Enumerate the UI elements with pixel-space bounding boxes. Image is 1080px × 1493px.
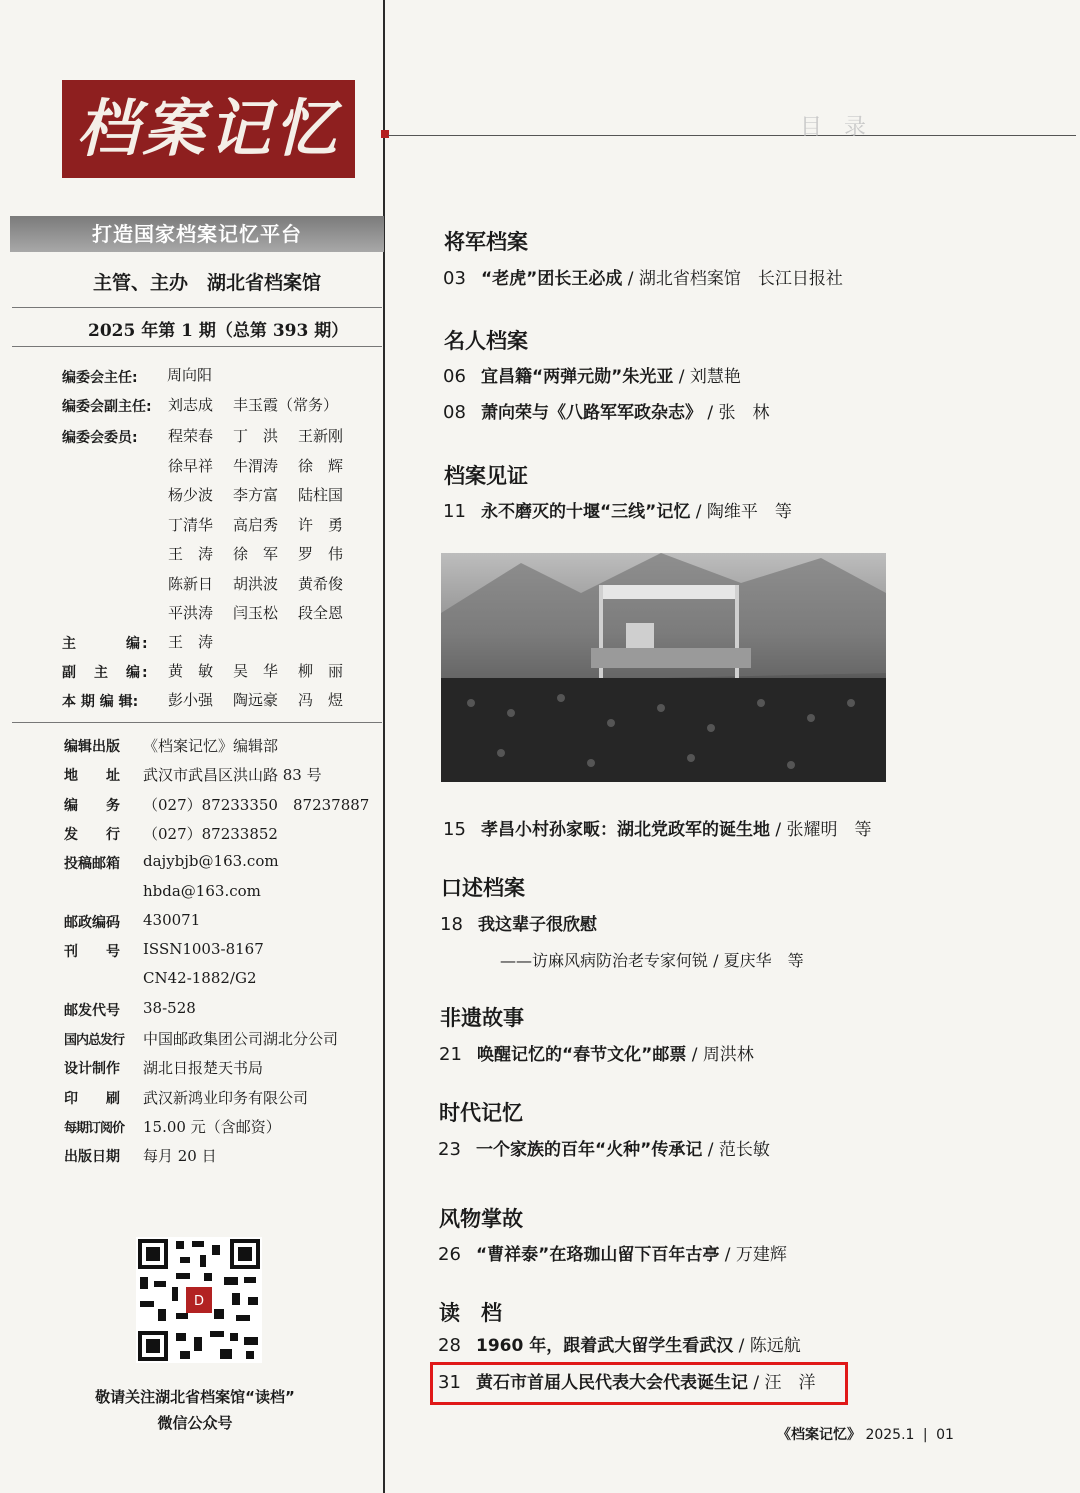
toc-entry-author: 汪 洋 (764, 1373, 816, 1393)
pub-info-value[interactable]: dajybjb@163.com (143, 852, 279, 871)
pub-info-label: 刊 号 (64, 944, 120, 961)
member-name: 李方富 (233, 486, 279, 504)
issue-editor-name: 冯 煜 (298, 691, 344, 709)
toc-entry-title: 永不磨灭的十堰“三线”记忆 (481, 502, 691, 522)
pub-info-value: （027）87233350 87237887 (143, 795, 370, 814)
toc-entry-author: 刘慧艳 (689, 367, 741, 387)
pub-info-value: 武汉新鸿业印务有限公司 (143, 1088, 309, 1107)
toc-entry-title: 萧向荣与《八路军军政杂志》 (481, 403, 702, 423)
member-name: 丁清华 (168, 515, 214, 534)
toc-separator: / (673, 367, 690, 387)
member-name: 陈新日 (168, 574, 214, 593)
toc-page-number: 06 (443, 366, 466, 387)
toc-entry-author: 范长敏 (718, 1140, 770, 1160)
pub-info-value: 15.00 元（含邮资） (143, 1117, 281, 1136)
toc-entry-author: 万建辉 (735, 1245, 787, 1265)
red-marker (381, 130, 389, 138)
toc-entry[interactable] (438, 1135, 770, 1160)
toc-page-number: 18 (440, 914, 463, 935)
pub-info-value: 38-528 (143, 998, 196, 1017)
director-label: 编委会主任: (62, 370, 138, 386)
chief-editor-name: 王 涛 (168, 633, 214, 651)
pub-info-label: 每期订阅价 (64, 1120, 125, 1136)
toc-separator: / (702, 1140, 719, 1160)
deputy-editor-name: 黄 敏 (168, 662, 214, 680)
historical-photo (441, 553, 886, 782)
toc-entry-title: “老虎”团长王必成 (481, 269, 623, 289)
footer-journal: 《档案记忆》 (777, 1427, 861, 1443)
toc-entry[interactable] (443, 398, 770, 423)
toc-separator: / (770, 820, 787, 840)
member-name: 许 勇 (298, 515, 344, 534)
member-name: 杨少波 (168, 486, 214, 504)
toc-separator: / (719, 1245, 736, 1265)
deputy-editor-label: 副 主 编: (62, 665, 150, 681)
footer-date: 2025.1 (865, 1427, 915, 1443)
masthead-logo: 档案记忆 (62, 80, 355, 178)
toc-entry[interactable] (438, 1240, 787, 1265)
header-rule (388, 135, 1076, 136)
toc-entry[interactable] (443, 497, 792, 522)
divider (12, 307, 382, 308)
member-name: 段全恩 (298, 604, 344, 622)
members-label: 编委会委员: (62, 430, 138, 446)
vice-director-name: 刘志成 (168, 396, 214, 414)
deputy-editor-name: 柳 丽 (298, 662, 344, 680)
toc-page-number: 31 (438, 1372, 461, 1393)
toc-entry-title: 宜昌籍“两弹元勋”朱光亚 (481, 367, 674, 387)
divider (12, 346, 382, 347)
pub-info-value: 湖北日报楚天书局 (143, 1059, 264, 1078)
footer-page-number: 01 (936, 1427, 954, 1443)
qr-caption: 敬请关注湖北省档案馆“读档” (95, 1388, 295, 1406)
member-name: 王新刚 (298, 427, 344, 445)
member-name: 程荣春 (168, 427, 214, 445)
member-name: 高启秀 (233, 515, 279, 534)
member-name: 闫玉松 (233, 604, 279, 622)
toc-section-heading: 非遗故事 (440, 1006, 524, 1030)
toc-entry-author: 湖北省档案馆 长江日报社 (638, 269, 843, 289)
deputy-editor-name: 吴 华 (233, 662, 279, 680)
toc-section-heading: 档案见证 (444, 464, 528, 488)
pub-info-value: 中国邮政集团公司湖北分公司 (143, 1030, 339, 1048)
issue-editor-name: 彭小强 (168, 691, 214, 709)
pub-info-value: CN42-1882/G2 (143, 969, 257, 988)
pub-info-label: 编 务 (64, 797, 120, 814)
pub-info-label: 出版日期 (64, 1149, 120, 1166)
toc-section-heading: 读 档 (439, 1301, 502, 1325)
chief-editor-label: 主 编: (62, 636, 150, 652)
sponsor-line: 主管、主办 湖北省档案馆 (93, 272, 322, 294)
toc-entry-title: 一个家族的百年“火种”传承记 (476, 1140, 703, 1160)
toc-entry[interactable] (443, 264, 843, 289)
wechat-qr-code[interactable] (136, 1237, 262, 1363)
toc-entry[interactable] (439, 1040, 754, 1065)
pub-info-value: ISSN1003-8167 (143, 940, 264, 959)
member-name: 牛渭涛 (233, 456, 279, 475)
vice-director-name: 丰玉霞（常务） (233, 396, 339, 414)
member-name: 罗 伟 (298, 545, 344, 563)
director-name: 周向阳 (167, 366, 213, 384)
pub-info-value: 《档案记忆》编辑部 (143, 737, 279, 755)
pub-info-value: （027）87233852 (143, 824, 278, 843)
pub-info-value[interactable]: hbda@163.com (143, 881, 261, 900)
toc-entry-author: 张耀明 等 (786, 820, 872, 840)
toc-section-heading: 风物掌故 (439, 1207, 523, 1231)
member-name: 陆柱国 (298, 486, 344, 504)
highlight-box (430, 1362, 848, 1405)
toc-entry-title: 我这辈子很欣慰 (478, 915, 597, 935)
pub-info-value: 武汉市武昌区洪山路 83 号 (143, 766, 322, 785)
issue-editor-label: 本 期 编 辑: (62, 694, 139, 710)
toc-entry-author: 陈远航 (749, 1336, 801, 1356)
qr-caption: 微信公众号 (157, 1414, 233, 1432)
qr-code-icon (136, 1237, 262, 1363)
toc-entry-author: 陶维平 等 (706, 502, 792, 522)
toc-entry[interactable] (438, 1331, 801, 1356)
pub-info-label: 发 行 (64, 826, 120, 843)
member-name: 徐 辉 (298, 456, 344, 475)
pub-info-label: 地 址 (64, 768, 120, 785)
member-name: 黄希俊 (298, 574, 344, 593)
divider (12, 722, 382, 723)
toc-separator: / (622, 269, 639, 289)
toc-page-number: 23 (438, 1139, 461, 1160)
toc-entry[interactable] (443, 362, 741, 387)
pub-info-label: 印 刷 (64, 1090, 120, 1107)
toc-separator: / (733, 1336, 750, 1356)
pub-info-value: 每月 20 日 (143, 1147, 217, 1166)
toc-page-number: 08 (443, 402, 466, 423)
vice-director-label: 编委会副主任: (62, 399, 152, 415)
toc-entry-author: 周洪林 (702, 1045, 754, 1065)
toc-section-heading: 时代记忆 (439, 1101, 523, 1125)
toc-section-heading: 将军档案 (444, 230, 528, 254)
toc-separator: / (748, 1373, 765, 1393)
toc-separator: / (686, 1045, 703, 1065)
pub-info-value: 430071 (143, 910, 201, 929)
toc-page-number: 11 (443, 501, 466, 522)
toc-page-number: 15 (443, 819, 466, 840)
slogan-banner: 打造国家档案记忆平台 (10, 216, 384, 252)
toc-entry-title: 唤醒记忆的“春节文化”邮票 (477, 1045, 687, 1065)
toc-entry-author: 张 林 (718, 403, 770, 423)
toc-page-number: 28 (438, 1335, 461, 1356)
member-name: 徐早祥 (168, 456, 214, 475)
svg-text:D: D (193, 1294, 205, 1309)
pub-info-label: 编辑出版 (64, 739, 120, 755)
toc-separator: / (702, 403, 719, 423)
show-through-text: 目 录 (800, 115, 867, 140)
toc-subtitle: ——访麻风病防治老专家何锐 / 夏庆华 等 (500, 951, 804, 970)
toc-separator: / (690, 502, 707, 522)
toc-entry-title: 1960 年，跟着武大留学生看武汉 (476, 1336, 734, 1356)
toc-entry-title: 黄石市首届人民代表大会代表诞生记 (476, 1373, 748, 1393)
footer-divider: | (922, 1427, 928, 1443)
pub-info-label: 投稿邮箱 (64, 856, 120, 873)
toc-entry[interactable] (443, 815, 872, 840)
toc-entry-title: 孝昌小村孙家畈：湖北党政军的诞生地 (481, 820, 770, 840)
member-name: 胡洪波 (233, 574, 279, 593)
member-name: 徐 军 (233, 545, 279, 563)
pub-info-label: 邮发代号 (64, 1002, 120, 1019)
toc-entry[interactable] (440, 910, 597, 935)
toc-entry-title: “曹祥泰”在珞珈山留下百年古亭 (476, 1245, 720, 1265)
pub-info-label: 国内总发行 (64, 1033, 125, 1048)
pub-info-label: 邮政编码 (64, 914, 120, 931)
toc-page-number: 21 (439, 1044, 462, 1065)
issue-editor-name: 陶远豪 (233, 691, 279, 709)
member-name: 王 涛 (168, 545, 214, 563)
toc-section-heading: 口述档案 (441, 876, 525, 900)
toc-section-heading: 名人档案 (444, 329, 528, 353)
toc-page-number: 26 (438, 1244, 461, 1265)
member-name: 丁 洪 (233, 427, 279, 445)
issue-number: 2025 年第 1 期（总第 393 期） (88, 321, 349, 341)
pub-info-label: 设计制作 (64, 1061, 120, 1078)
toc-page-number: 03 (443, 268, 466, 289)
page-footer (777, 1424, 954, 1444)
member-name: 平洪涛 (168, 604, 214, 622)
